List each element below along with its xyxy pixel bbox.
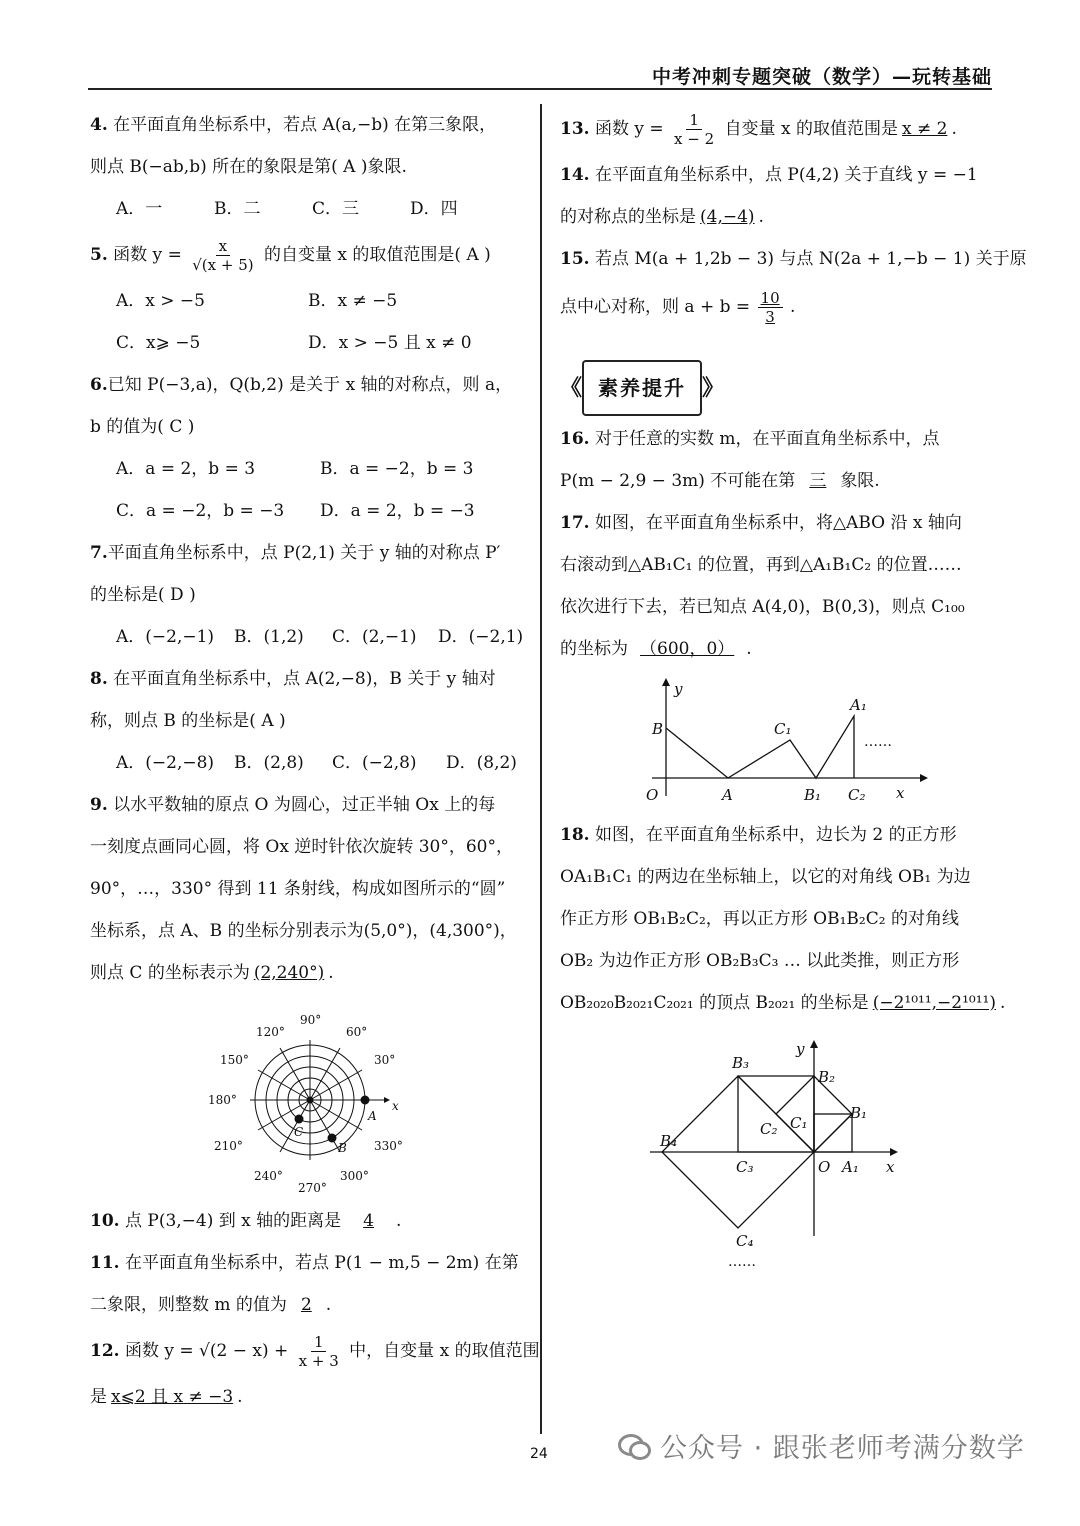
- angle-label: 60°: [346, 1025, 368, 1039]
- question-text: 已知 P(−3,a)，Q(b,2) 是关于 x 轴的对称点，则 a，: [107, 375, 513, 395]
- angle-label: 210°: [214, 1139, 243, 1153]
- page-number: 24: [530, 1446, 548, 1462]
- point-label: B: [338, 1141, 347, 1155]
- question-number: 10.: [90, 1211, 120, 1231]
- options: [90, 448, 526, 490]
- left-column: [90, 104, 540, 1418]
- question-text: OB₂ 为边作正方形 OB₂B₃C₃ … 以此类推，则正方形: [560, 951, 960, 971]
- question-text: OA₁B₁C₁ 的两边在坐标轴上，以它的对角线 OB₁ 为边: [560, 867, 971, 887]
- point-label: C₄: [736, 1232, 754, 1250]
- answer: （600，0）: [640, 639, 735, 659]
- question-text: 一刻度点画同心圆，将 Ox 逆时针依次旋转 30°，60°，: [90, 837, 513, 857]
- option: D．x > −5 且 x ≠ 0: [308, 333, 472, 353]
- point-label: C₁: [774, 720, 792, 738]
- option: B．二: [214, 199, 261, 219]
- question-text: 在平面直角坐标系中，若点 P(1 − m,5 − 2m) 在第: [124, 1253, 519, 1273]
- origin-label: O: [646, 786, 659, 804]
- question-11: 11. 在平面直角坐标系中，若点 P(1 − m,5 − 2m) 在第 二象限，则整数 m 的值为 2 .: [90, 1242, 526, 1326]
- axis-x-label: x: [886, 1158, 895, 1176]
- question-text: OB₂₀₂₀B₂₀₂₁C₂₀₂₁ 的顶点 B₂₀₂₁ 的坐标是: [560, 993, 869, 1013]
- question-text: 如图，在平面直角坐标系中，边长为 2 的正方形: [594, 825, 957, 845]
- page-header-title: 中考冲刺专题突破（数学）—玩转基础: [651, 66, 992, 88]
- polar-coordinate-figure: [90, 1000, 526, 1200]
- question-text: 称，则点 B 的坐标是(: [90, 711, 256, 731]
- question-13: 13. 函数 y = $\frac{1}{x - 2}$ 自变量 x 的取值范围是 x ≠ 2 .: [560, 104, 994, 154]
- question-9: 9. 以水平数轴的原点 O 为圆心，过正半轴 Ox 上的每 一刻度点画同心圆，将 Ox 逆时针依次旋转 30°，60°， 90°，…，330° 得到 11 条射线，构成如图所示的“圆” 坐标系，点 A、B 的坐标分别表示为(5,0°)，(4,300°)， 则点 C 的坐标表示为 (2,240°) .: [90, 784, 526, 994]
- point-label: C: [294, 1125, 304, 1139]
- question-text: 的自变量 x 的取值范围是(: [264, 245, 462, 265]
- answer: (4,−4): [700, 207, 755, 227]
- header-rule: [88, 88, 992, 90]
- angle-label: 30°: [374, 1053, 396, 1067]
- question-text: 若点 M(a + 1,2b − 3) 与点 N(2a + 1,−b − 1) 关于原: [594, 249, 1027, 269]
- point-label: C₁: [790, 1114, 808, 1132]
- answer-fraction: $\frac{10}{3}$: [758, 289, 783, 326]
- answer: A: [261, 711, 274, 731]
- option: D．(8,2): [446, 753, 517, 773]
- option: C．三: [312, 199, 360, 219]
- options: [90, 490, 526, 532]
- point-label: A: [722, 786, 733, 804]
- question-7: 7.平面直角坐标系中，点 P(2,1) 关于 y 轴的对称点 P′ 的坐标是( D ) A．(−2,−1) B．(1,2) C．(2,−1) D．(−2,1): [90, 532, 526, 658]
- option: C．(2,−1): [332, 627, 417, 647]
- question-text: 以水平数轴的原点 O 为圆心，过正半轴 Ox 上的每: [113, 795, 496, 815]
- question-text: 的坐标为: [560, 639, 628, 659]
- question-text: 在平面直角坐标系中，若点 A(a,−b) 在第三象限，: [113, 115, 497, 135]
- question-16: 16. 对于任意的实数 m，在平面直角坐标系中，点 P(m − 2,9 − 3m) 不可能在第 三 象限.: [560, 418, 994, 502]
- point-label: C₂: [760, 1120, 778, 1138]
- point-label: C₃: [736, 1158, 754, 1176]
- question-number: 4.: [90, 115, 108, 135]
- question-text: 对于任意的实数 m，在平面直角坐标系中，点: [594, 429, 940, 449]
- wechat-icon: [618, 1434, 648, 1458]
- angle-label: 330°: [374, 1139, 403, 1153]
- question-4: [90, 104, 526, 230]
- question-text: 在平面直角坐标系中，点 A(2,−8)，B 关于 y 轴对: [113, 669, 496, 689]
- fraction: $\frac{1}{x + 3}$: [298, 1333, 339, 1370]
- question-15: 15. 若点 M(a + 1,2b − 3) 与点 N(2a + 1,−b − 1) 关于原 点中心对称，则 a + b = $\frac{10}{3}$ .: [560, 249, 1027, 326]
- question-number: 13.: [560, 119, 590, 139]
- question-12: 12. 函数 y = √(2 − x) + $\frac{1}{x + 3}$ 中，自变量 x 的取值范围 是 x⩽2 且 x ≠ −3 .: [90, 1326, 526, 1418]
- answer: C: [169, 417, 183, 437]
- fraction: $\frac{x}{√(x + 5)}$: [192, 237, 254, 274]
- option: D．(−2,1): [438, 627, 524, 647]
- option: A．x > −5: [116, 291, 205, 311]
- options: [90, 742, 526, 784]
- question-text: 平面直角坐标系中，点 P(2,1) 关于 y 轴的对称点 P′: [107, 543, 501, 563]
- answer: (−2¹⁰¹¹,−2¹⁰¹¹): [872, 993, 996, 1013]
- question-text: 的坐标是(: [90, 585, 165, 605]
- question-6: 6.已知 P(−3,a)，Q(b,2) 是关于 x 轴的对称点，则 a， b 的值为( C ) A．a = 2，b = 3 B．a = −2，b = 3 C．a = −2，b = −3 D．a = 2，b = −3: [90, 364, 526, 532]
- answer: 2: [300, 1295, 312, 1315]
- option: A．一: [116, 199, 163, 219]
- question-number: 14.: [560, 165, 590, 185]
- answer: x⩽2 且 x ≠ −3: [111, 1387, 234, 1407]
- question-number: 16.: [560, 429, 590, 449]
- question-number: 8.: [90, 669, 108, 689]
- question-text: 则点 C 的坐标表示为: [90, 963, 250, 983]
- angle-label: 150°: [220, 1053, 249, 1067]
- answer: A: [343, 157, 356, 177]
- question-number: 5.: [90, 245, 108, 265]
- angle-label: 120°: [256, 1025, 285, 1039]
- angle-label: 240°: [254, 1169, 283, 1183]
- question-text: 函数 y =: [113, 245, 182, 265]
- option: C．(−2,8): [332, 753, 417, 773]
- question-text: 函数 y = √(2 − x) +: [124, 1341, 289, 1361]
- angle-label: 90°: [300, 1013, 322, 1027]
- question-number: 11.: [90, 1253, 120, 1273]
- answer: D: [170, 585, 184, 605]
- question-number: 6.: [90, 375, 108, 395]
- question-8: 8. 在平面直角坐标系中，点 A(2,−8)，B 关于 y 轴对 称，则点 B 的坐标是( A ) A．(−2,−8) B．(2,8) C．(−2,8) D．(8,2): [90, 658, 526, 784]
- axis-x-label: x: [896, 784, 905, 802]
- question-text: 点中心对称，则 a + b =: [560, 297, 751, 317]
- question-text: 依次进行下去，若已知点 A(4,0)，B(0,3)，则点 C₁₀₀: [560, 597, 965, 617]
- point-label: B₂: [818, 1068, 836, 1086]
- axis-y-label: y: [796, 1040, 805, 1058]
- fraction: $\frac{1}{x - 2}$: [674, 111, 715, 148]
- options: [90, 188, 526, 230]
- continuation-dots: ……: [728, 1254, 756, 1268]
- question-text: 点 P(3,−4) 到 x 轴的距离是: [124, 1211, 342, 1231]
- point-label: B₁: [804, 786, 822, 804]
- question-text: 自变量 x 的取值范围是: [724, 119, 898, 139]
- question-text: )象限.: [360, 157, 407, 177]
- question-text: 90°，…，330° 得到 11 条射线，构成如图所示的“圆”: [90, 879, 506, 899]
- point-label: B₁: [850, 1104, 868, 1122]
- answer: x ≠ 2: [901, 119, 948, 139]
- question-text: P(m − 2,9 − 3m) 不可能在第: [560, 471, 796, 491]
- question-text: 作正方形 OB₁B₂C₂，再以正方形 OB₁B₂C₂ 的对角线: [560, 909, 959, 929]
- option: B．(2,8): [234, 753, 304, 773]
- question-text: b 的值为(: [90, 417, 164, 437]
- question-number: 17.: [560, 513, 590, 533]
- answer: A: [466, 245, 479, 265]
- question-number: 9.: [90, 795, 108, 815]
- question-text: 二象限，则整数 m 的值为: [90, 1295, 287, 1315]
- angle-label: 180°: [208, 1093, 237, 1107]
- watermark: [618, 1426, 1025, 1465]
- question-text: 则点 B(−ab,b) 所在的象限是第(: [90, 157, 338, 177]
- question-number: 18.: [560, 825, 590, 845]
- point-label: A: [368, 1109, 377, 1123]
- question-text: 是: [90, 1387, 107, 1407]
- option: A．a = 2，b = 3: [116, 459, 256, 479]
- question-text: 如图，在平面直角坐标系中，将△ABO 沿 x 轴向: [594, 513, 962, 533]
- option: C．x⩾ −5: [116, 333, 201, 353]
- rolling-triangle-figure: [560, 678, 994, 808]
- answer: (2,240°): [253, 963, 325, 983]
- answer: 三: [809, 471, 827, 491]
- question-text: 函数 y =: [594, 119, 664, 139]
- continuation-dots: ……: [864, 734, 892, 750]
- option: B．a = −2，b = 3: [320, 459, 474, 479]
- option: A．(−2,−1): [116, 627, 215, 647]
- question-17: 17. 如图，在平面直角坐标系中，将△ABO 沿 x 轴向 右滚动到△AB₁C₁ 的位置，再到△A₁B₁C₂ 的位置…… 依次进行下去，若已知点 A(4,0)，B(0,3)，则点 C₁₀₀ 的坐标为 （600，0） .: [560, 502, 994, 670]
- point-label: B: [652, 720, 664, 738]
- answer: 4: [363, 1211, 374, 1231]
- angle-label: 270°: [298, 1181, 327, 1195]
- question-number: 15.: [560, 249, 590, 269]
- question-18: 18. 如图，在平面直角坐标系中，边长为 2 的正方形 OA₁B₁C₁ 的两边在坐标轴上，以它的对角线 OB₁ 为边 作正方形 OB₁B₂C₂，再以正方形 OB₁B₂C₂ 的对角线 OB₂ 为边作正方形 OB₂B₃C₃ … 以此类推，则正方形 OB₂₀₂₀B₂₀₂₁C₂₀₂₁ 的顶点 B₂₀₂₁ 的坐标是 (−2¹⁰¹¹,−2¹⁰¹¹) .: [560, 814, 994, 1024]
- option: B．x ≠ −5: [308, 291, 398, 311]
- question-number: 12.: [90, 1341, 120, 1361]
- options: [90, 616, 526, 658]
- option: B．(1,2): [234, 627, 304, 647]
- axis-x-label: x: [392, 1099, 399, 1113]
- square-spiral-figure: [560, 1038, 994, 1268]
- section-heading: 《 素养提升 》: [560, 354, 994, 418]
- point-label: C₂: [848, 786, 866, 804]
- option: D．四: [410, 199, 458, 219]
- section-badge: 素养提升: [582, 360, 702, 416]
- question-text: 坐标系，点 A、B 的坐标分别表示为(5,0°)，(4,300°)，: [90, 921, 517, 941]
- options: [90, 280, 526, 322]
- column-divider: [540, 104, 542, 1434]
- options: [90, 322, 526, 364]
- angle-label: 300°: [340, 1169, 369, 1183]
- origin-label: O: [818, 1158, 831, 1176]
- point-label: A₁: [850, 696, 867, 714]
- point-label: B₃: [732, 1054, 750, 1072]
- question-10: 10. 点 P(3,−4) 到 x 轴的距离是 4 .: [90, 1200, 526, 1242]
- question-14: 14. 在平面直角坐标系中，点 P(4,2) 关于直线 y = −1 的对称点的坐标是 (4,−4) .: [560, 154, 994, 238]
- question-5: 5. 函数 y = $\frac{x}{√(x + 5)}$ 的自变量 x 的取值范围是( A ) A．x > −5 B．x ≠ −5 C．x⩾ −5 D．x > −5 且 x ≠ 0: [90, 230, 526, 364]
- question-text: 右滚动到△AB₁C₁ 的位置，再到△A₁B₁C₂ 的位置……: [560, 555, 962, 575]
- question-text: 在平面直角坐标系中，点 P(4,2) 关于直线 y = −1: [594, 165, 978, 185]
- watermark-text: 公众号 · 跟张老师考满分数学: [660, 1433, 1025, 1464]
- question-text: 的对称点的坐标是: [560, 207, 696, 227]
- question-number: 7.: [90, 543, 108, 563]
- option: A．(−2,−8): [116, 753, 215, 773]
- right-column: [560, 104, 1027, 1268]
- point-label: B₄: [660, 1132, 678, 1150]
- point-label: A₁: [842, 1158, 859, 1176]
- option: C．a = −2，b = −3: [116, 501, 285, 521]
- question-text: 中，自变量 x 的取值范围: [349, 1341, 540, 1361]
- axis-y-label: y: [674, 680, 683, 698]
- option: D．a = 2，b = −3: [320, 501, 475, 521]
